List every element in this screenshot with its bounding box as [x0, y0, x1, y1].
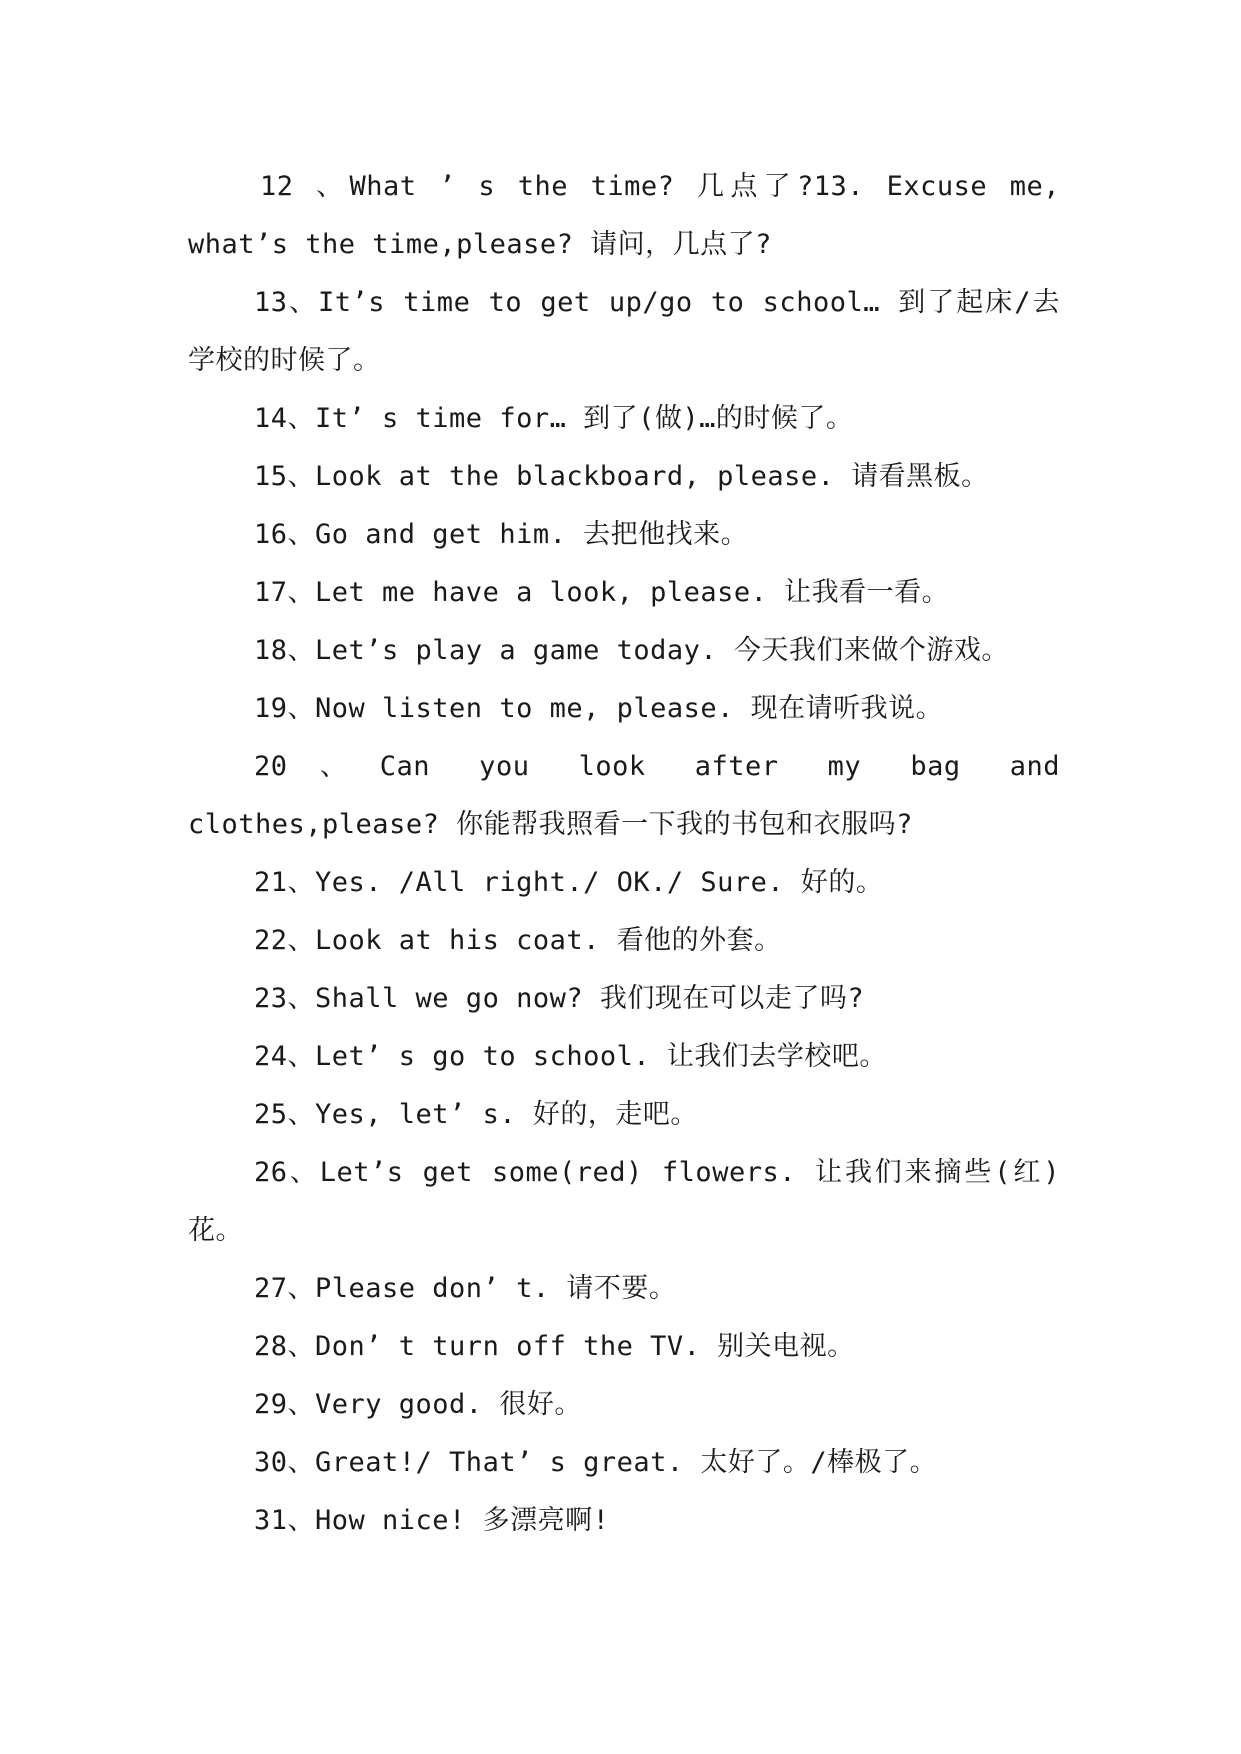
- phrase-16: 16、Go and get him. 去把他找来。: [254, 519, 749, 550]
- phrase-27: 27、Please don’ t. 请不要。: [254, 1273, 677, 1304]
- phrase-30: 30、Great!/ That’ s great. 太好了。/棒极了。: [254, 1447, 938, 1478]
- phrase-24: 24、Let’ s go to school. 让我们去学校吧。: [254, 1041, 887, 1072]
- phrase-18: 18、Let’s play a game today. 今天我们来做个游戏。: [254, 635, 1009, 666]
- phrase-15: 15、Look at the blackboard, please. 请看黑板。: [254, 461, 989, 492]
- phrase-23: 23、Shall we go now? 我们现在可以走了吗?: [254, 983, 865, 1014]
- phrase-19: 19、Now listen to me, please. 现在请听我说。: [254, 693, 944, 724]
- phrase-29: 29、Very good. 很好。: [254, 1389, 582, 1420]
- phrase-26: 26、Let’s get some(red) flowers. 让我们来摘些(红)花。: [188, 1157, 1060, 1246]
- phrase-28: 28、Don’ t turn off the TV. 别关电视。: [254, 1331, 855, 1362]
- phrase-25: 25、Yes, let’ s. 好的，走吧。: [254, 1099, 698, 1130]
- phrase-21: 21、Yes. /All right./ OK./ Sure. 好的。: [254, 867, 884, 898]
- phrase-22: 22、Look at his coat. 看他的外套。: [254, 925, 782, 956]
- document-body: [188, 158, 1060, 1550]
- phrase-12: 12 、What ’ s the time? 几点了?13. Excuse me, what’s the time,please? 请问，几点了?: [188, 171, 1060, 260]
- phrase-13: 13、It’s time to get up/go to school… 到了起床/去学校的时候了。: [188, 287, 1060, 376]
- phrase-20: 20、Can you look after my bag and clothes,please? 你能帮我照看一下我的书包和衣服吗?: [188, 751, 1060, 840]
- phrase-17: 17、Let me have a look, please. 让我看一看。: [254, 577, 950, 608]
- phrase-31: 31、How nice! 多漂亮啊!: [254, 1505, 610, 1536]
- phrase-14: 14、It’ s time for… 到了(做)…的时候了。: [254, 403, 854, 434]
